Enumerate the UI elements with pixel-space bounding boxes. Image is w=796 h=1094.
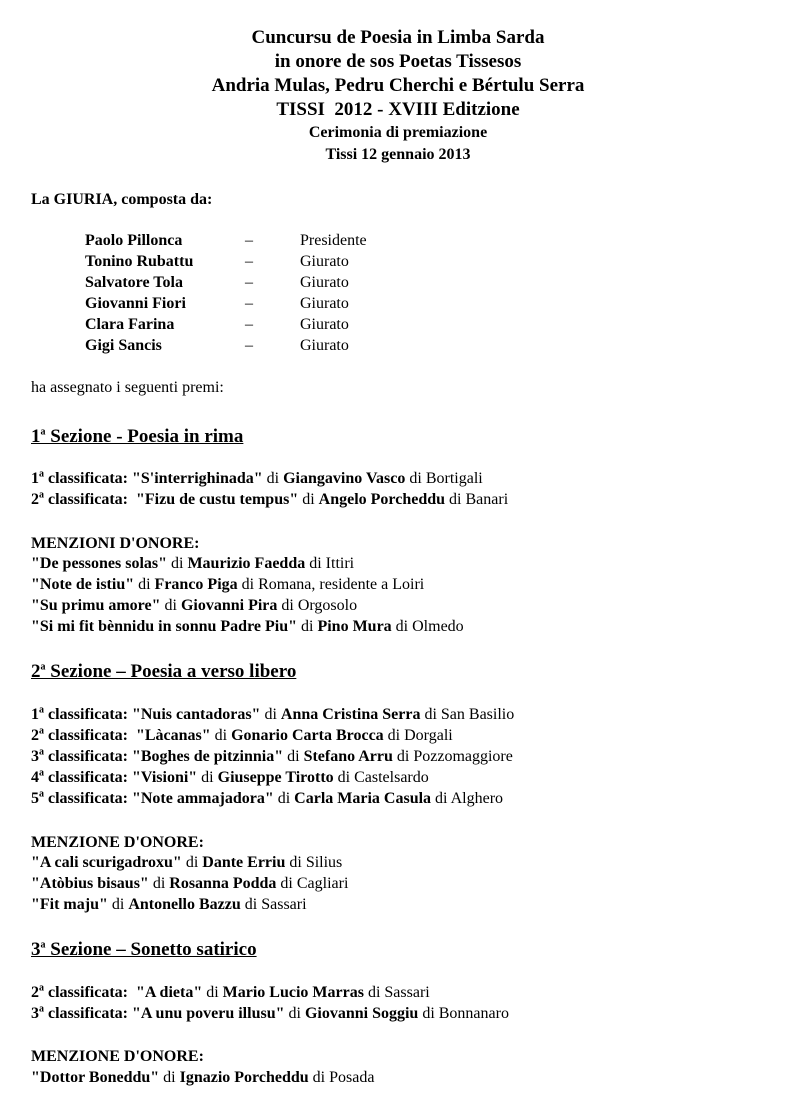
jury-member-dash: – <box>245 316 253 333</box>
jury-member-dash: – <box>245 253 253 270</box>
jury-intro-rest: , composta da: <box>113 191 213 208</box>
award-place: di Banari <box>445 491 509 508</box>
mention-author: Ignazio Porcheddu <box>179 1069 309 1086</box>
award-label: classificata: <box>44 706 132 723</box>
award-work-title: "Fizu de custu tempus" <box>135 491 299 508</box>
award-work-title: "A unu poveru illusu" <box>131 1005 285 1022</box>
award-rank: 3 <box>31 748 39 765</box>
mention-work-title: "Fit maju" <box>31 896 108 913</box>
jury-member-name: Paolo Pillonca <box>85 232 183 249</box>
award-author: Carla Maria Casula <box>294 790 432 807</box>
mention-work-title: "Atòbius bisaus" <box>31 875 149 892</box>
mentions-title: MENZIONE D'ONORE: <box>31 1048 204 1065</box>
mention-di: di <box>107 896 129 913</box>
award-line <box>31 470 483 488</box>
award-work-title: "Note ammajadora" <box>131 790 274 807</box>
award-rank: 1 <box>31 470 39 487</box>
section-number: 3 <box>31 939 41 960</box>
award-rank-sup: a <box>39 489 44 501</box>
award-place: di Dorgali <box>383 727 453 744</box>
mention-work-title: "Dottor Boneddu" <box>31 1069 160 1086</box>
award-rank-sup: a <box>39 704 44 716</box>
award-rank-sup: a <box>39 725 44 737</box>
award-label: classificata: <box>44 491 136 508</box>
award-label: classificata: <box>44 790 132 807</box>
jury-outro: ha assegnato i seguenti premi: <box>31 379 224 396</box>
award-label: classificata: <box>44 748 132 765</box>
award-work-title: "Nuis cantadoras" <box>131 706 261 723</box>
jury-member-role: Giurato <box>300 316 349 333</box>
mention-author: Antonello Bazzu <box>128 896 241 913</box>
section-title-text: Sezione - Poesia in rima <box>45 426 244 447</box>
mention-di: di <box>148 875 170 892</box>
mention-place: di Sassari <box>240 896 307 913</box>
award-rank-sup: a <box>39 1003 44 1015</box>
award-work-title: "Làcanas" <box>135 727 211 744</box>
award-work-title: "Boghes de pitzinnia" <box>131 748 284 765</box>
mention-di: di <box>134 576 155 593</box>
section-number-sup: a <box>40 661 46 673</box>
award-di: di <box>298 491 319 508</box>
award-di: di <box>260 706 281 723</box>
award-di: di <box>273 790 295 807</box>
award-author: Giangavino Vasco <box>283 470 406 487</box>
award-line <box>31 706 514 724</box>
mention-place: di Silius <box>285 854 343 871</box>
jury-row <box>85 316 485 337</box>
jury-row <box>85 274 485 295</box>
award-line <box>31 984 430 1002</box>
award-label: classificata: <box>44 727 136 744</box>
mention-author: Giovanni Pira <box>180 597 278 614</box>
award-author: Giuseppe Tirotto <box>217 769 334 786</box>
mention-line <box>31 576 424 594</box>
mention-place: di Romana, residente a Loiri <box>237 576 425 593</box>
award-rank-sup: a <box>39 468 44 480</box>
mention-place: di Orgosolo <box>277 597 358 614</box>
section-number-sup: a <box>40 939 46 951</box>
jury-member-dash: – <box>245 295 253 312</box>
award-work-title: "A dieta" <box>135 984 203 1001</box>
mention-author: Maurizio Faedda <box>187 555 306 572</box>
award-di: di <box>197 769 218 786</box>
jury-member-role: Giurato <box>300 337 349 354</box>
award-line <box>31 790 503 808</box>
mention-work-title: "Su primu amore" <box>31 597 161 614</box>
mention-line <box>31 875 348 893</box>
award-author: Angelo Porcheddu <box>318 491 446 508</box>
mention-place: di Cagliari <box>276 875 349 892</box>
award-line <box>31 727 453 745</box>
award-place: di Bortigali <box>405 470 483 487</box>
award-di: di <box>210 727 232 744</box>
jury-row <box>85 253 485 274</box>
jury-member-name: Giovanni Fiori <box>85 295 186 312</box>
section-title-text: Sezione – Sonetto satirico <box>45 939 257 960</box>
mention-place: di Ittiri <box>305 555 355 572</box>
jury-row <box>85 295 485 316</box>
mention-author: Franco Piga <box>154 576 238 593</box>
award-line <box>31 748 513 766</box>
jury-intro <box>31 191 212 209</box>
award-place: di Sassari <box>363 984 430 1001</box>
mention-line <box>31 896 307 914</box>
award-di: di <box>283 748 304 765</box>
header-line-5: Cerimonia di premiazione <box>308 124 488 141</box>
section-number: 1 <box>31 426 41 447</box>
jury-member-dash: – <box>245 337 253 354</box>
mention-di: di <box>167 555 188 572</box>
jury-member-role: Giurato <box>300 253 349 270</box>
mention-line <box>31 597 357 615</box>
mention-line <box>31 1069 374 1087</box>
mentions-title: MENZIONE D'ONORE: <box>31 834 204 851</box>
award-work-title: "S'interrighinada" <box>131 470 263 487</box>
award-rank-sup: a <box>39 982 44 994</box>
award-place: di Bonnanaro <box>418 1005 509 1022</box>
mention-di: di <box>159 1069 180 1086</box>
award-place: di Alghero <box>431 790 504 807</box>
document-header <box>0 26 796 166</box>
award-di: di <box>284 1005 305 1022</box>
award-rank-sup: a <box>39 788 44 800</box>
section-title <box>31 939 257 961</box>
jury-member-name: Tonino Rubattu <box>85 253 194 270</box>
section-title-text: Sezione – Poesia a verso libero <box>45 661 297 682</box>
award-rank-sup: a <box>39 767 44 779</box>
award-di: di <box>202 984 223 1001</box>
mention-line <box>31 854 342 872</box>
award-author: Anna Cristina Serra <box>280 706 421 723</box>
award-line <box>31 1005 509 1023</box>
header-line-1: Cuncursu de Poesia in Limba Sarda <box>251 27 545 48</box>
mention-place: di Posada <box>308 1069 375 1086</box>
jury-member-name: Salvatore Tola <box>85 274 183 291</box>
jury-member-name: Clara Farina <box>85 316 175 333</box>
header-line-3: Andria Mulas, Pedru Cherchi e Bértulu Serra <box>211 75 585 96</box>
award-rank: 4 <box>31 769 39 786</box>
award-author: Mario Lucio Marras <box>222 984 364 1001</box>
mention-work-title: "Si mi fit bènnidu in sonnu Padre Piu" <box>31 618 297 635</box>
mention-di: di <box>160 597 181 614</box>
award-label: classificata: <box>44 470 132 487</box>
award-author: Stefano Arru <box>303 748 393 765</box>
award-line <box>31 769 429 787</box>
award-place: di San Basilio <box>420 706 515 723</box>
header-line-4: TISSI 2012 - XVIII Editzione <box>276 99 520 120</box>
award-label: classificata: <box>44 769 132 786</box>
award-rank: 1 <box>31 706 39 723</box>
jury-member-role: Giurato <box>300 295 349 312</box>
award-rank: 2 <box>31 491 39 508</box>
jury-member-role: Giurato <box>300 274 349 291</box>
mention-di: di <box>297 618 318 635</box>
mention-line <box>31 555 354 573</box>
award-place: di Castelsardo <box>333 769 429 786</box>
award-rank: 2 <box>31 984 39 1001</box>
jury-member-role: Presidente <box>300 232 367 249</box>
award-rank: 3 <box>31 1005 39 1022</box>
award-rank-sup: a <box>39 746 44 758</box>
header-line-2: in onore de sos Poetas Tissesos <box>274 51 522 72</box>
jury-intro-bold: La GIURIA <box>31 191 114 208</box>
award-label: classificata: <box>44 984 136 1001</box>
award-author: Giovanni Soggiu <box>304 1005 419 1022</box>
mention-author: Pino Mura <box>317 618 392 635</box>
award-line <box>31 491 508 509</box>
mention-work-title: "Note de istiu" <box>31 576 135 593</box>
award-rank: 2 <box>31 727 39 744</box>
award-work-title: "Visioni" <box>131 769 198 786</box>
mention-author: Dante Erriu <box>202 854 286 871</box>
section-number: 2 <box>31 661 41 682</box>
jury-member-name: Gigi Sancis <box>85 337 162 354</box>
mention-di: di <box>181 854 203 871</box>
section-title <box>31 426 243 448</box>
mention-author: Rosanna Podda <box>169 875 277 892</box>
mentions-title: MENZIONI D'ONORE: <box>31 535 200 552</box>
jury-member-dash: – <box>245 274 253 291</box>
award-label: classificata: <box>44 1005 132 1022</box>
section-number-sup: a <box>40 426 46 438</box>
jury-member-dash: – <box>245 232 253 249</box>
mention-place: di Olmedo <box>391 618 464 635</box>
award-author: Gonario Carta Brocca <box>231 727 384 744</box>
section-title <box>31 661 296 683</box>
mention-line <box>31 618 464 636</box>
mention-work-title: "A cali scurigadroxu" <box>31 854 182 871</box>
award-rank: 5 <box>31 790 39 807</box>
jury-row <box>85 232 485 253</box>
award-di: di <box>262 470 284 487</box>
jury-row <box>85 337 485 358</box>
header-line-6: Tissi 12 gennaio 2013 <box>325 146 471 163</box>
mention-work-title: "De pessones solas" <box>31 555 167 572</box>
award-place: di Pozzomaggiore <box>392 748 513 765</box>
